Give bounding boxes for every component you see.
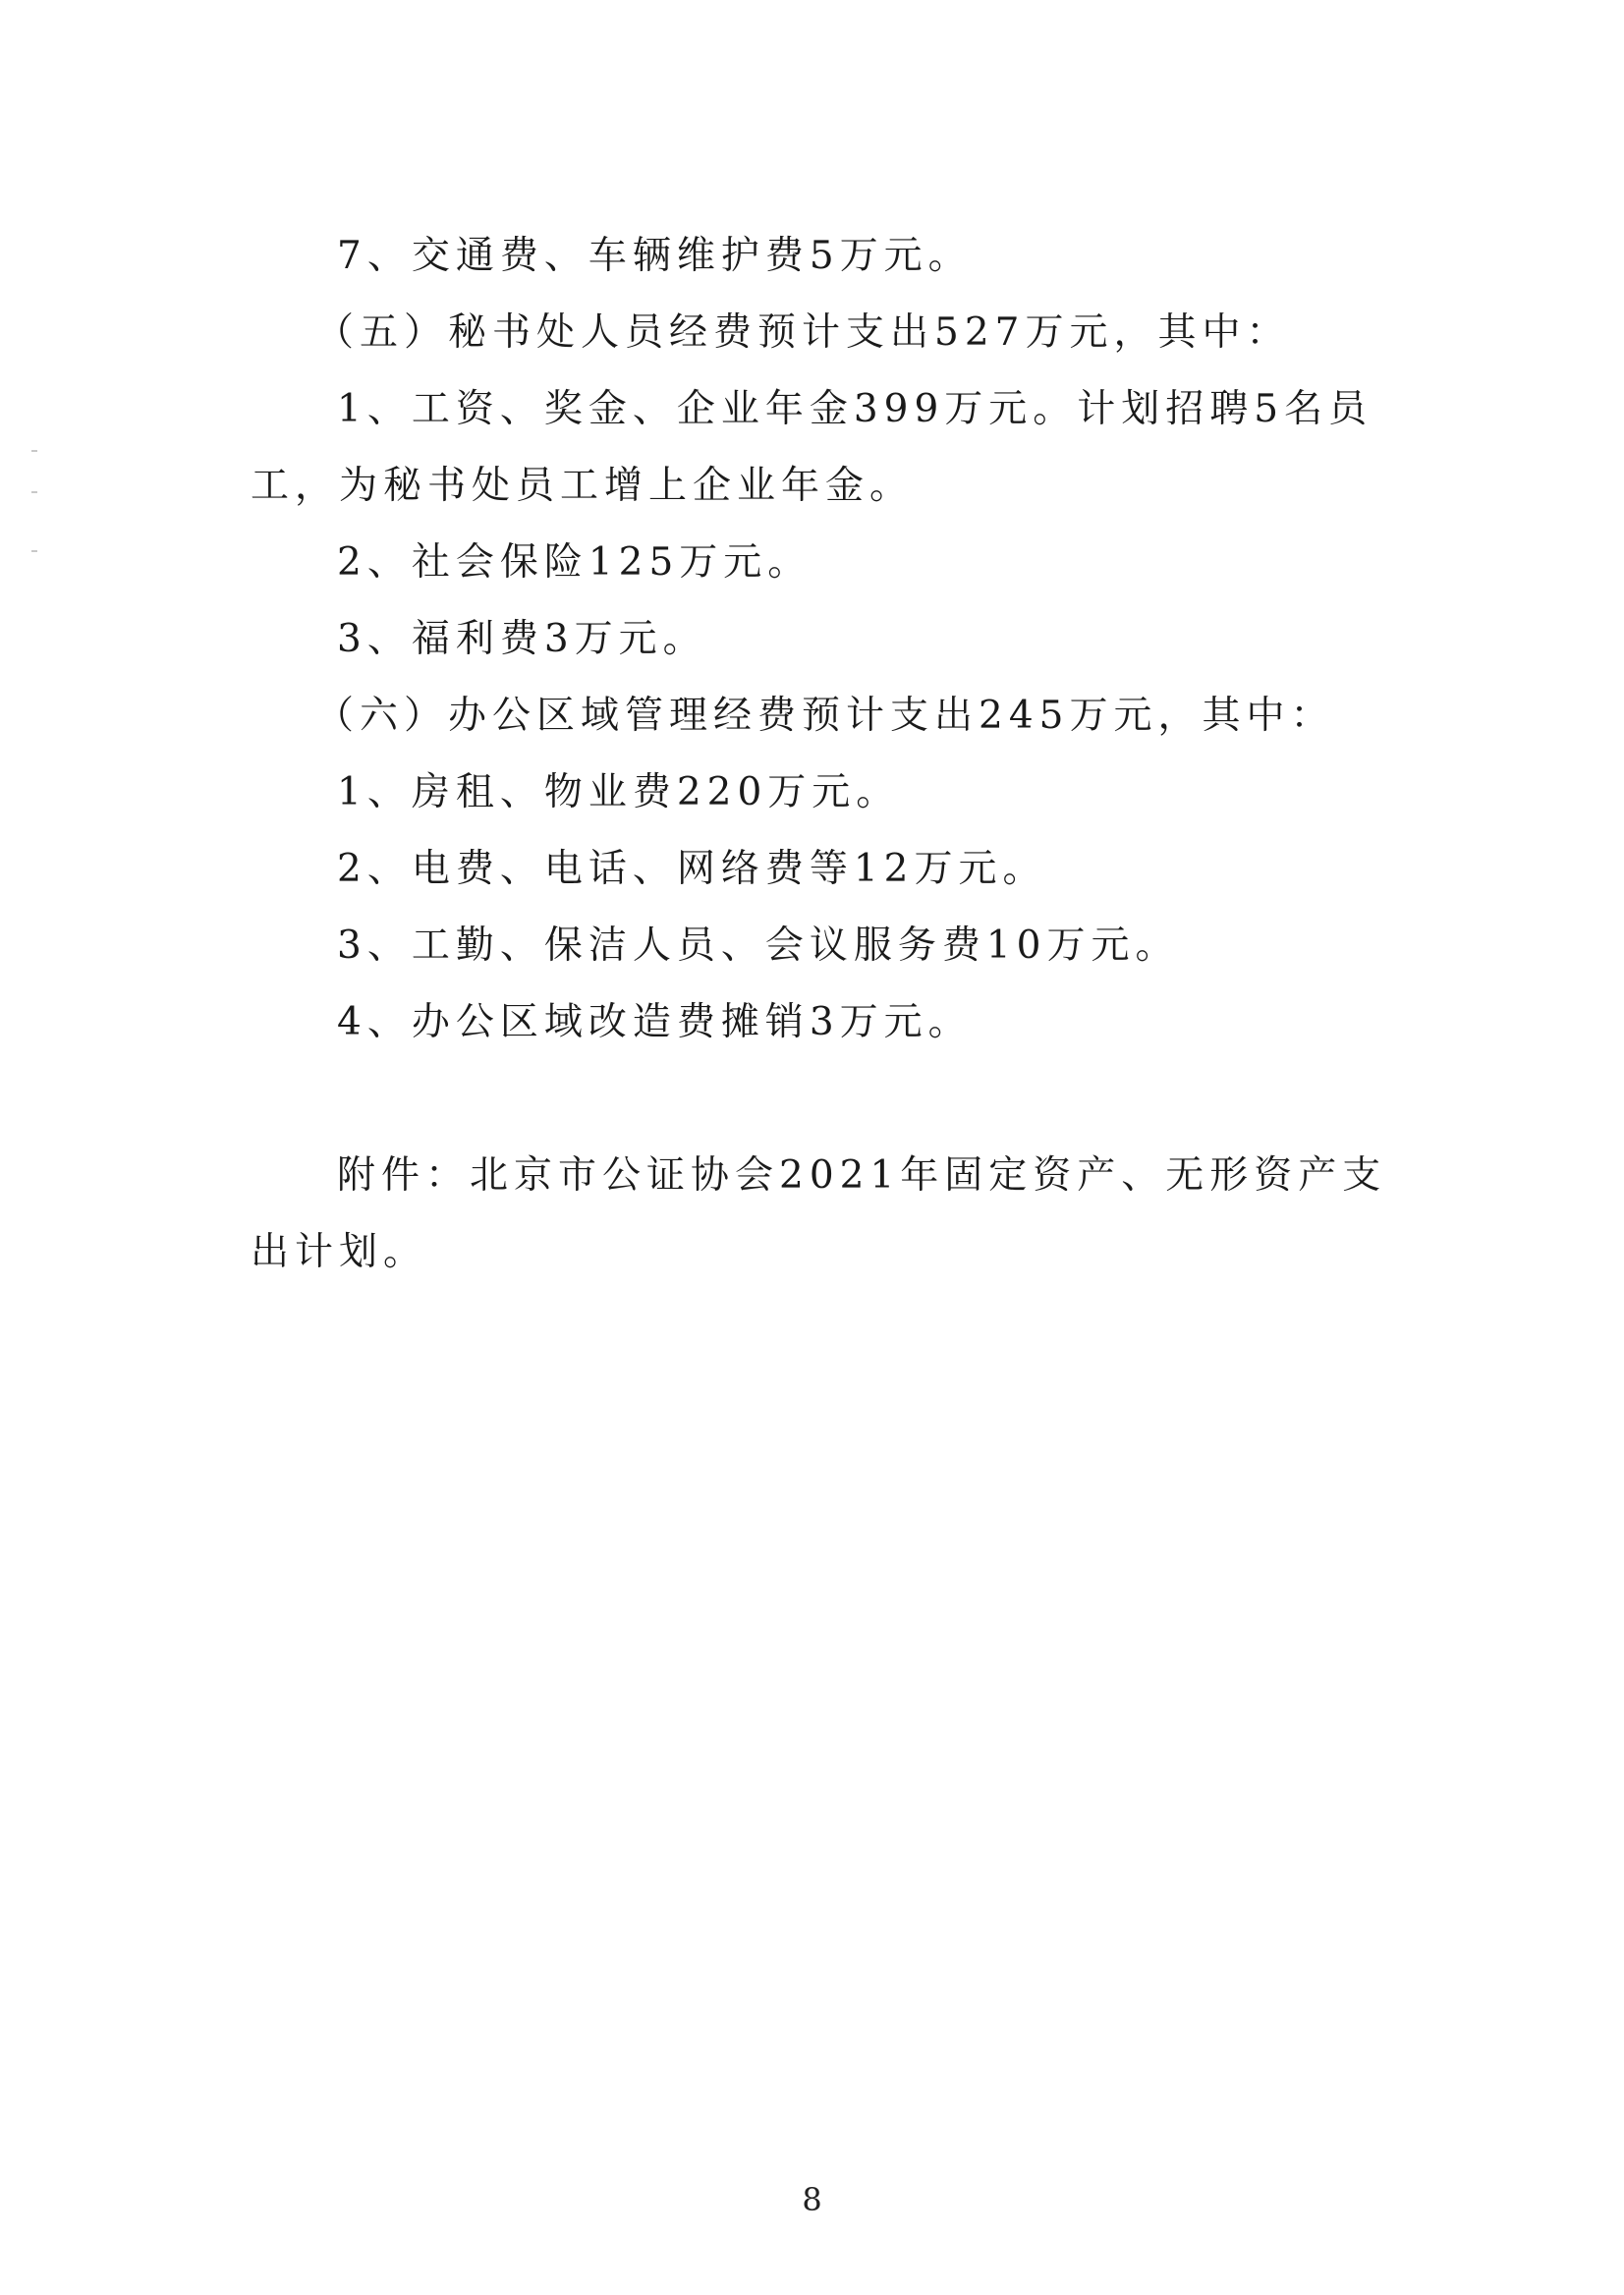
section-heading-office-management: （六）办公区域管理经费预计支出245万元，其中： xyxy=(315,694,1335,738)
scan-mark xyxy=(31,450,37,452)
paragraph-transport-fee: 7、交通费、车辆维护费5万元。 xyxy=(337,234,973,278)
paragraph-services: 3、工勤、保洁人员、会议服务费10万元。 xyxy=(337,924,1180,968)
attachment-note: 附件：北京市公证协会2021年固定资产、无形资产支出计划。 xyxy=(251,1153,1387,1274)
scan-mark xyxy=(31,550,37,552)
page-number: 8 xyxy=(802,2181,822,2218)
paragraph-utilities: 2、电费、电话、网络费等12万元。 xyxy=(337,847,1047,891)
section-heading-staff-expenses: （五）秘书处人员经费预计支出527万元，其中： xyxy=(315,310,1291,355)
scan-mark xyxy=(31,491,37,493)
document-body xyxy=(251,218,1390,1291)
paragraph-salary: 1、工资、奖金、企业年金399万元。计划招聘5名员工，为秘书处员工增上企业年金。 xyxy=(251,387,1373,508)
paragraph-rent: 1、房租、物业费220万元。 xyxy=(337,770,901,814)
paragraph-social-insurance: 2、社会保险125万元。 xyxy=(337,540,812,585)
paragraph-welfare: 3、福利费3万元。 xyxy=(337,617,707,661)
paragraph-renovation: 4、办公区域改造费摊销3万元。 xyxy=(337,1000,973,1044)
